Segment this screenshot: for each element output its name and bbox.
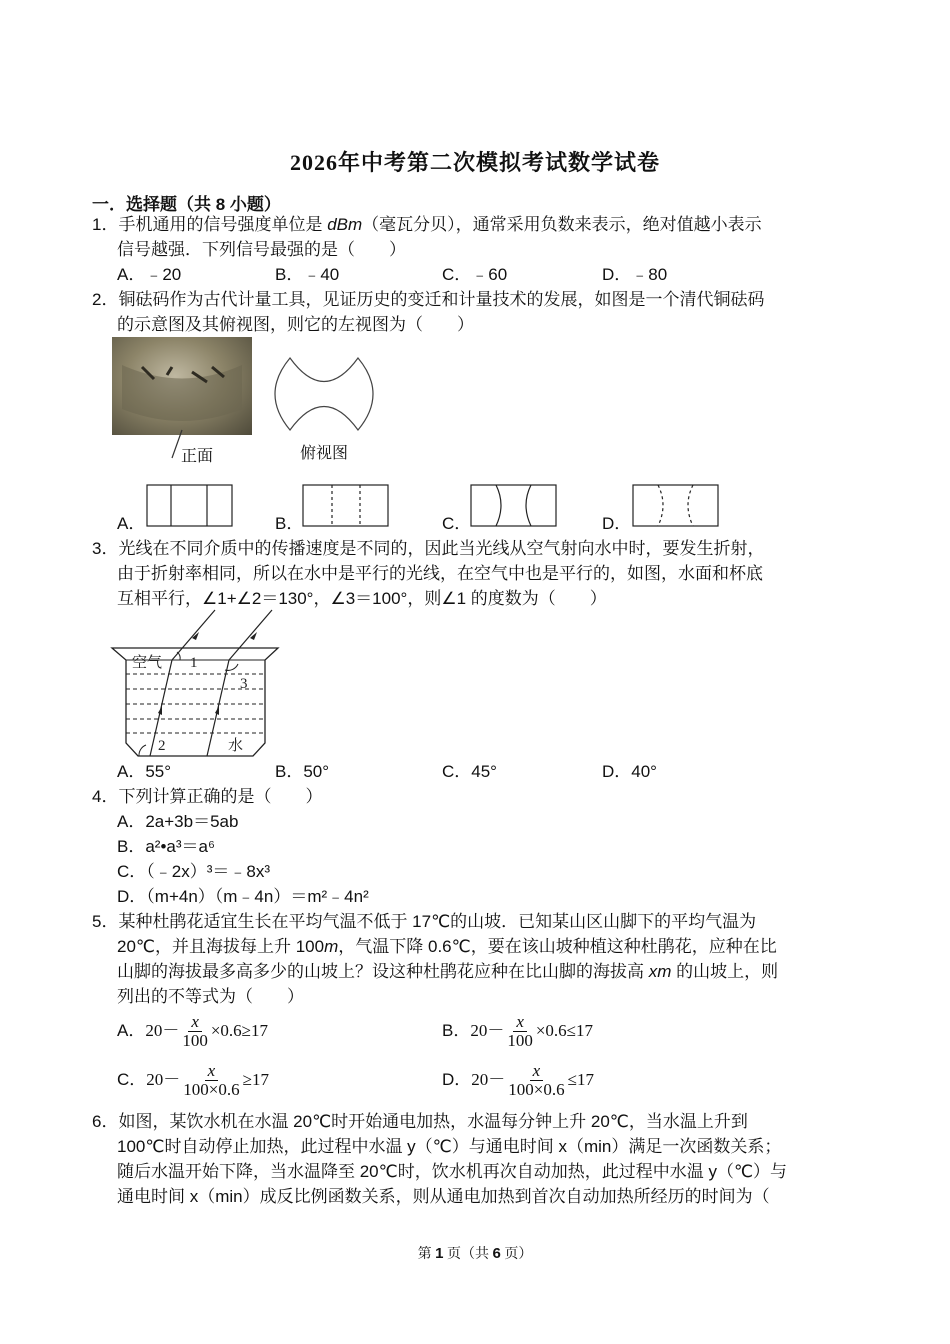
weight-photo <box>112 337 252 435</box>
q2-option-c[interactable]: C． <box>442 514 472 533</box>
angle-label-1: 1 <box>190 655 198 671</box>
section-heading: 一．选择题（共 8 小题） <box>92 195 281 214</box>
q6-line-1: 6．如图，某饮水机在水温 20℃时开始通电加热，水温每分钟上升 20℃，当水温上升到 <box>92 1112 748 1131</box>
q3-line-2: 由于折射率相同，所以在水中是平行的光线，在空气中也是平行的，如图，水面和杯底 <box>117 564 763 583</box>
q3-option-b[interactable]: B．50° <box>275 762 330 781</box>
caption-front: 正面 <box>181 448 214 465</box>
q3-option-c[interactable]: C．45° <box>442 762 497 781</box>
q2-option-a-figure[interactable] <box>146 484 234 528</box>
q3-option-d[interactable]: D．40° <box>602 762 657 781</box>
q2-option-d-figure[interactable] <box>632 484 720 528</box>
label-air: 空气 <box>132 655 163 671</box>
q3-line-1: 3．光线在不同介质中的传播速度是不同的，因此当光线从空气射向水中时，要发生折射， <box>92 539 765 558</box>
q1-line-2: 信号越强．下列信号最强的是（ ） <box>117 240 406 259</box>
q4-stem: 4．下列计算正确的是（ ） <box>92 787 323 806</box>
q6-line-2: 100℃时自动停止加热，此过程中水温 y（℃）与通电时间 x（min）满足一次函数关系； <box>117 1137 782 1156</box>
q6-line-4: 通电时间 x（min）成反比例函数关系，则从通电加热到首次自动加热所经历的时间为（ <box>117 1187 770 1206</box>
top-view-figure <box>270 350 378 438</box>
q4-option-d[interactable]: D．（m+4n）（m﹣4n）＝m²﹣4n² <box>117 887 369 906</box>
q5-line-1: 5．某种杜鹃花适宜生长在平均气温不低于 17℃的山坡．已知某山区山脚下的平均气温为 <box>92 912 757 931</box>
q5-line-2: 20℃，并且海拔每上升 100m，气温下降 0.6℃，要在该山坡种植这种杜鹃花，应种在比 <box>117 937 777 956</box>
angle-label-3: 3 <box>240 676 248 692</box>
q1-option-a[interactable]: A．﹣20 <box>117 265 182 284</box>
page-total: 6 <box>492 1245 501 1262</box>
q5-line-4: 列出的不等式为（ ） <box>117 987 304 1006</box>
q5-option-b-fraction: $\frac{x}{100}$ <box>507 1012 533 1050</box>
q5-option-d[interactable]: D．20－ $\frac{x}{100\times 0.6}$ ≤17 <box>442 1061 594 1099</box>
q2-line-2: 的示意图及其俯视图，则它的左视图为（ ） <box>117 315 474 334</box>
q2-option-b[interactable]: B． <box>275 514 304 533</box>
q4-option-c[interactable]: C．（﹣2x）³＝﹣8x³ <box>117 862 271 881</box>
weight-photo-art <box>112 337 252 435</box>
q6-line-3: 随后水温开始下降，当水温降至 20℃时，饮水机再次自动加热，此过程中水温 y（℃）与 <box>117 1162 788 1181</box>
angle-label-2: 2 <box>158 738 166 754</box>
q4-option-b[interactable]: B．a²•a³＝a⁶ <box>117 837 215 856</box>
q5-option-a[interactable]: A．20－ $\frac{x}{100}$ ×0.6≥17 <box>117 1012 269 1050</box>
q1-option-c[interactable]: C．﹣60 <box>442 265 508 284</box>
page-footer: 第 1 页（共 6 页） <box>417 1245 533 1262</box>
q2-option-c-figure[interactable] <box>470 484 558 528</box>
q4-option-a[interactable]: A．2a+3b＝5ab <box>117 812 239 831</box>
q1-option-d[interactable]: D．﹣80 <box>602 265 668 284</box>
page-number: 1 <box>435 1245 444 1262</box>
refraction-figure <box>110 608 285 760</box>
caption-top-view: 俯视图 <box>300 445 349 462</box>
q3-option-a[interactable]: A．55° <box>117 762 172 781</box>
q2-option-a[interactable]: A． <box>117 514 146 533</box>
q1-unit: dBm <box>327 215 363 234</box>
q1-line-1: 1．手机通用的信号强度单位是 dBm（毫瓦分贝），通常采用负数来表示，绝对值越小表示 <box>92 215 762 234</box>
q5-line-3: 山脚的海拔最多高多少的山坡上？设这种杜鹃花应种在比山脚的海拔高 xm 的山坡上，则 <box>117 962 779 981</box>
q5-option-c-fraction: $\frac{x}{100\times 0.6}$ <box>183 1061 240 1099</box>
page-title: 2026年中考第二次模拟考试数学试卷 <box>289 150 660 175</box>
q2-line-1: 2．铜砝码作为古代计量工具，见证历史的变迁和计量技术的发展，如图是一个清代铜砝码 <box>92 290 765 309</box>
q2-option-d[interactable]: D． <box>602 514 632 533</box>
label-water: 水 <box>228 738 244 754</box>
q5-option-c[interactable]: C．20－ $\frac{x}{100\times 0.6}$ ≥17 <box>117 1061 269 1099</box>
q5-option-b[interactable]: B．20－ $\frac{x}{100}$ ×0.6≤17 <box>442 1012 594 1050</box>
q3-line-3: 互相平行，∠1+∠2＝130°，∠3＝100°，则∠1 的度数为（ ） <box>117 589 607 608</box>
q1-option-b[interactable]: B．﹣40 <box>275 265 340 284</box>
q5-option-a-fraction: $\frac{x}{100}$ <box>182 1012 208 1050</box>
q2-option-b-figure[interactable] <box>302 484 390 528</box>
q5-option-d-fraction: $\frac{x}{100\times 0.6}$ <box>508 1061 565 1099</box>
